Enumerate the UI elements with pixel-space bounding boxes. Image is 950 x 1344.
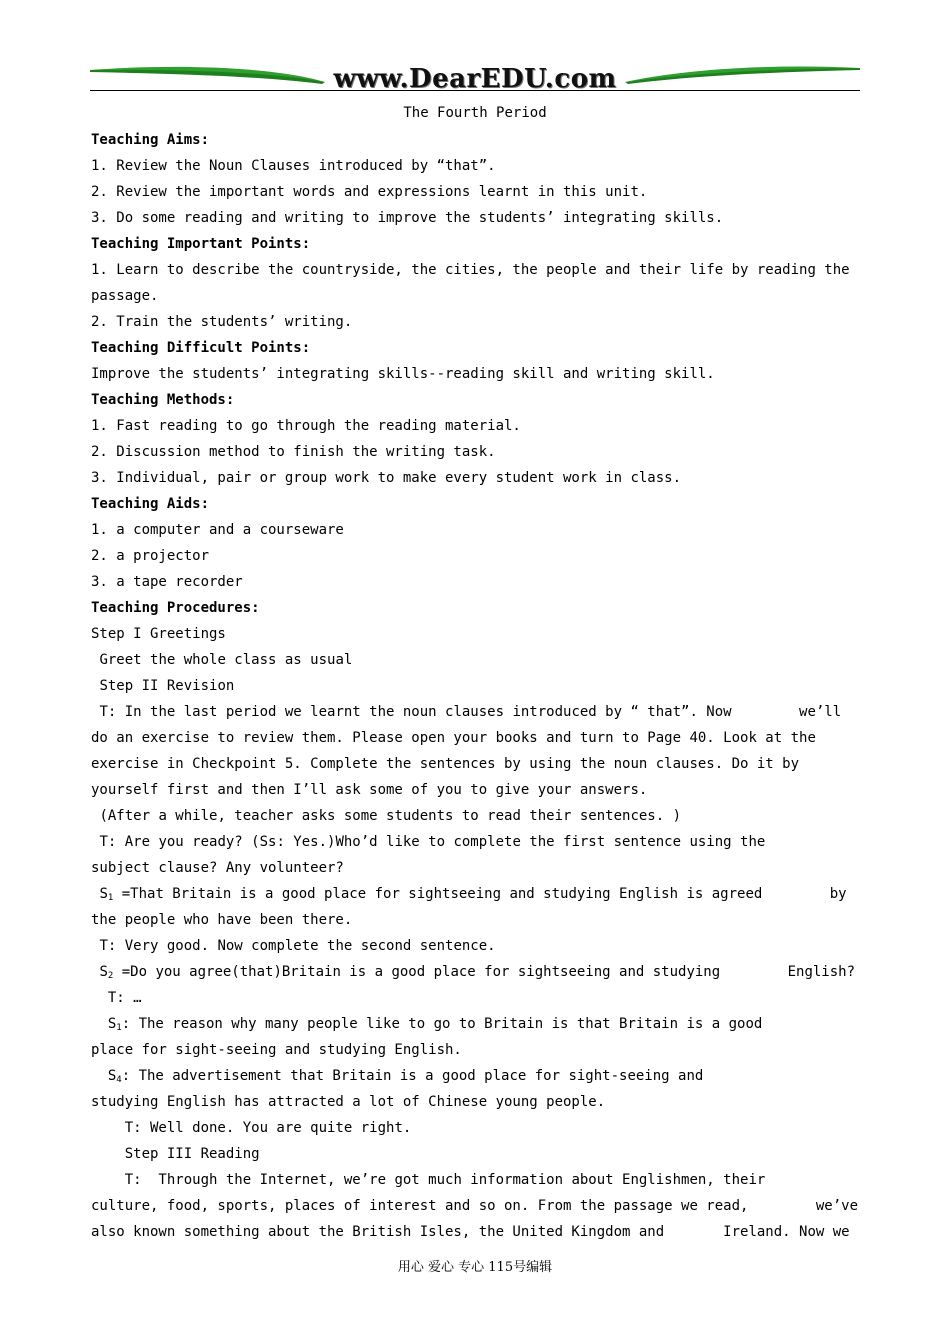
section-heading: Teaching Aims: xyxy=(91,132,210,148)
text-line: also known something about the British Isles, the United Kingdom and Ireland. Now we xyxy=(91,1224,850,1240)
text-line: 1. Fast reading to go through the reading material. xyxy=(91,418,521,434)
document-body xyxy=(91,127,861,1245)
line-text: =That Britain is a good place for sightseeing and studying English is agreed by xyxy=(113,886,847,902)
text-line xyxy=(91,881,861,907)
text-line xyxy=(91,959,861,985)
text-line: T: Well done. You are quite right. xyxy=(91,1120,412,1136)
text-line: subject clause? Any volunteer? xyxy=(91,860,344,876)
text-line: Improve the students’ integrating skills--reading skill and writing skill. xyxy=(91,366,715,382)
line-text: : The reason why many people like to go to Britain is that Britain is a good xyxy=(121,1016,763,1032)
text-line: 2. Discussion method to finish the writing task. xyxy=(91,444,496,460)
text-line: studying English has attracted a lot of Chinese young people. xyxy=(91,1094,606,1110)
text-line: T: … xyxy=(91,990,142,1006)
site-logo-text: www.DearEDU.com xyxy=(333,64,617,94)
text-line: 2. a projector xyxy=(91,548,210,564)
text-line: place for sight-seeing and studying English. xyxy=(91,1042,462,1058)
text-line: Greet the whole class as usual xyxy=(91,652,353,668)
text-line: 1. Learn to describe the countryside, the cities, the people and their life by reading the xyxy=(91,262,850,278)
text-line: 3. Do some reading and writing to improve the students’ integrating skills. xyxy=(91,210,724,226)
text-line: (After a while, teacher asks some students to read their sentences. ) xyxy=(91,808,682,824)
speaker-label: S xyxy=(91,1016,117,1032)
speaker-label: S xyxy=(91,1068,117,1084)
text-line: Step III Reading xyxy=(91,1146,260,1162)
speaker-number: 1 xyxy=(116,1023,122,1033)
text-line: the people who have been there. xyxy=(91,912,353,928)
section-heading: Teaching Difficult Points: xyxy=(91,340,311,356)
speaker-label: S xyxy=(91,964,108,980)
text-line: T: Through the Internet, we’re got much information about Englishmen, their xyxy=(91,1172,766,1188)
line-text: =Do you agree(that)Britain is a good place for sightseeing and studying English? xyxy=(113,964,856,980)
section-heading: Teaching Important Points: xyxy=(91,236,311,252)
page-footer: 用心 爱心 专心 115号编辑 xyxy=(397,1260,553,1275)
text-line: exercise in Checkpoint 5. Complete the sentences by using the noun clauses. Do it by xyxy=(91,756,800,772)
text-line: T: In the last period we learnt the noun clauses introduced by “ that”. Now we’ll xyxy=(91,704,842,720)
text-line: passage. xyxy=(91,288,159,304)
text-line: T: Very good. Now complete the second sentence. xyxy=(91,938,496,954)
text-line: Step I Greetings xyxy=(91,626,226,642)
speaker-number: 2 xyxy=(107,971,114,981)
section-heading: Teaching Methods: xyxy=(91,392,235,408)
speaker-number: 1 xyxy=(107,893,114,903)
text-line: 1. Review the Noun Clauses introduced by “that”. xyxy=(91,158,496,174)
speaker-number: 4 xyxy=(116,1075,122,1085)
text-line: 3. Individual, pair or group work to make every student work in class. xyxy=(91,470,682,486)
text-line: 2. Review the important words and expressions learnt in this unit. xyxy=(91,184,648,200)
speaker-label: S xyxy=(91,886,108,902)
text-line xyxy=(91,1011,861,1037)
text-line: 2. Train the students’ writing. xyxy=(91,314,353,330)
header-divider xyxy=(90,90,860,91)
text-line: 1. a computer and a courseware xyxy=(91,522,344,538)
text-line: 3. a tape recorder xyxy=(91,574,243,590)
page-title: The Fourth Period xyxy=(403,105,547,121)
section-heading: Teaching Aids: xyxy=(91,496,210,512)
text-line xyxy=(91,1063,861,1089)
text-line: yourself first and then I’ll ask some of you to give your answers. xyxy=(91,782,648,798)
line-text: : The advertisement that Britain is a good place for sight-seeing and xyxy=(121,1068,704,1084)
section-heading: Teaching Procedures: xyxy=(91,600,260,616)
text-line: T: Are you ready? (Ss: Yes.)Who’d like to complete the first sentence using the xyxy=(91,834,766,850)
text-line: do an exercise to review them. Please open your books and turn to Page 40. Look at the xyxy=(91,730,816,746)
text-line: Step II Revision xyxy=(91,678,235,694)
text-line: culture, food, sports, places of interest and so on. From the passage we read, we’ve xyxy=(91,1198,859,1214)
